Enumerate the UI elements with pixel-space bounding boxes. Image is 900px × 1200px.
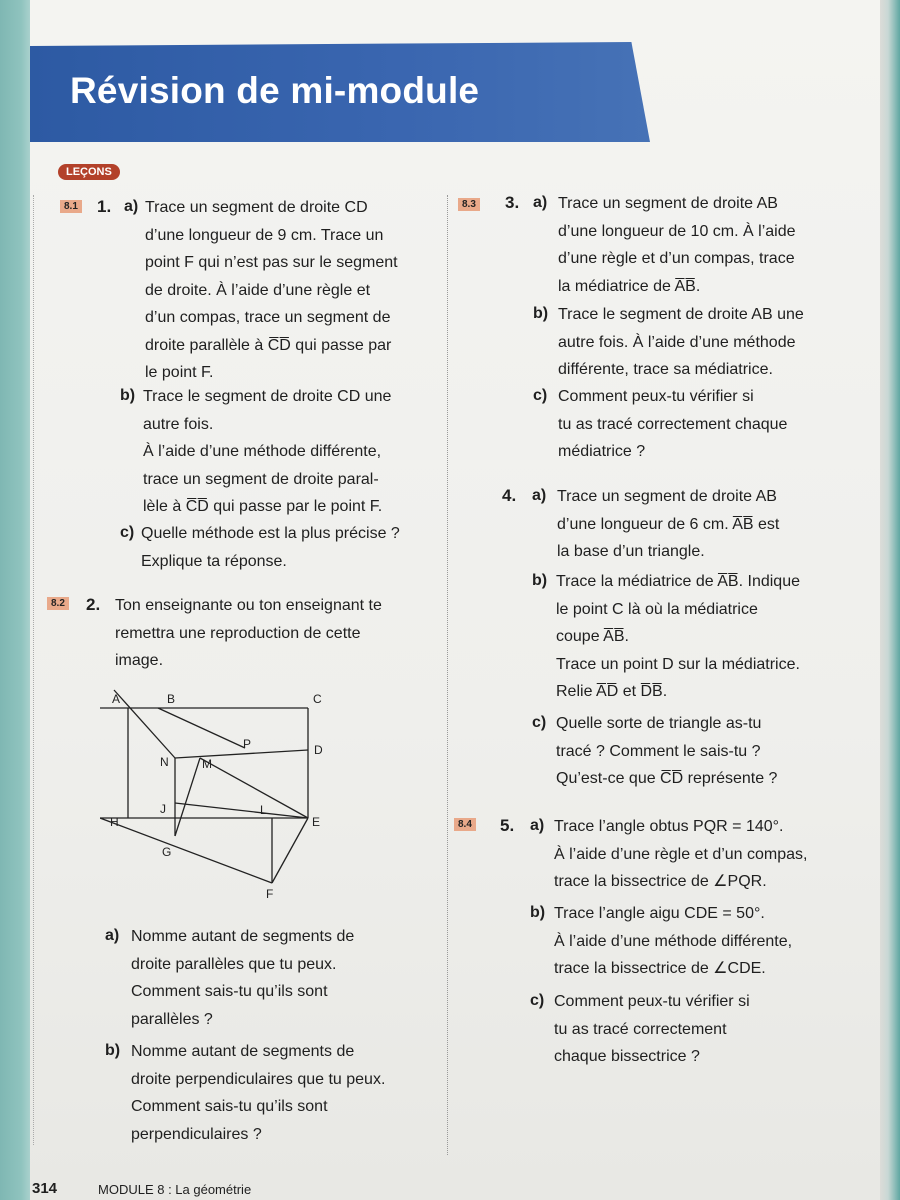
q5-part-b-label: b) [530,904,546,921]
page-number: 314 [32,1180,58,1197]
q3-part-a-label: a) [533,194,548,211]
q5-part-a-label: a) [530,817,545,834]
q2-part-a-label: a) [105,927,120,944]
figure-label-f: F [266,887,274,898]
lecons-badge: LEÇONS [58,164,120,180]
question-4-number: 4. [502,486,517,505]
q1-part-b-text: Trace le segment de droite CD une autre fois. À l’aide d’une méthode différente, trace un segment de droite paral- lèle à C̅D̅ qui passe par le point F. [143,388,392,515]
q5-part-b-text: Trace l’angle aigu CDE = 50°. À l’aide d’une méthode différente, trace la bissectrice de ∠CDE. [554,905,793,977]
figure-label-n: N [160,755,169,769]
figure-label-b: B [167,692,176,706]
figure-label-p: P [243,737,252,751]
q1-part-a-text: Trace un segment de droite CD d’une longueur de 9 cm. Trace un point F qui n’est pas sur le segment de droite. À l’aide d’une règle et d’un compas, trace un segment de droite parallèle à C̅D̅ qui passe par le point F. [145,199,398,381]
q3-part-b-label: b) [533,305,549,322]
q3-part-b-text: Trace le segment de droite AB une autre fois. À l’aide d’une méthode différente, trace sa médiatrice. [558,306,804,378]
q3-part-a-text: Trace un segment de droite AB d’une longueur de 10 cm. À l’aide d’une règle et d’un compas, trace la médiatrice de A̅B̅. [558,195,796,295]
q1-part-b-label: b) [120,387,136,404]
page-title: Révision de mi-module [70,70,480,111]
column-divider [447,195,448,1155]
left-color-strip [0,0,30,1200]
question-5-number: 5. [500,816,515,835]
q2-part-b-text: Nomme autant de segments de droite perpendiculaires que tu peux. Comment sais-tu qu’ils sont perpendiculaires ? [131,1043,386,1143]
lesson-tag-8-2: 8.2 [47,597,69,610]
q4-part-b-label: b) [532,572,548,589]
q2-text: Ton enseignante ou ton enseignant te remettra une reproduction de cette image. [115,597,382,669]
q2-part-b-label: b) [105,1042,121,1059]
geometry-figure [100,688,330,898]
figure-label-d: D [314,743,323,757]
q1-part-c-text: Quelle méthode est la plus précise ? Explique ta réponse. [141,525,400,570]
lesson-tag-8-4: 8.4 [454,818,476,831]
q2-part-a-text: Nomme autant de segments de droite parallèles que tu peux. Comment sais-tu qu’ils sont parallèles ? [131,928,355,1028]
figure-label-j: J [160,802,166,816]
figure-label-m: M [202,757,212,771]
right-page-edge [880,0,900,1200]
q4-part-c-label: c) [532,714,547,731]
q5-part-a-text: Trace l’angle obtus PQR = 140°. À l’aide d’une règle et d’un compas, trace la bissectrice de ∠PQR. [554,818,808,890]
q3-part-c-text: Comment peux-tu vérifier si tu as tracé correctement chaque médiatrice ? [558,388,788,460]
figure-label-a: A [112,692,121,706]
q5-part-c-text: Comment peux-tu vérifier si tu as tracé correctement chaque bissectrice ? [554,993,750,1065]
figure-label-l: L [260,803,267,817]
figure-label-e: E [312,815,321,829]
question-2-number: 2. [86,595,101,614]
figure-label-c: C [313,692,322,706]
lesson-tag-8-3: 8.3 [458,198,480,211]
figure-label-h: H [110,815,119,829]
q1-part-c-label: c) [120,524,135,541]
figure-label-g: G [162,845,172,859]
module-footer: MODULE 8 : La géométrie [98,1182,252,1197]
q5-part-c-label: c) [530,992,545,1009]
q4-part-c-text: Quelle sorte de triangle as-tu tracé ? Comment le sais-tu ? Qu’est-ce que C̅D̅ représente ? [556,715,778,787]
question-3-number: 3. [505,193,520,212]
q4-part-a-label: a) [532,487,547,504]
lesson-tag-8-1: 8.1 [60,200,82,213]
question-1-number: 1. [97,197,112,216]
q4-part-a-text: Trace un segment de droite AB d’une longueur de 6 cm. A̅B̅ est la base d’un triangle. [557,488,780,560]
q3-part-c-label: c) [533,387,548,404]
q4-part-b-text: Trace la médiatrice de A̅B̅. Indique le point C là où la médiatrice coupe A̅B̅. Trace un point D sur la médiatrice. Relie A̅D̅ et D̅B̅. [556,573,800,700]
left-margin-divider [33,195,34,1145]
q1-part-a-label: a) [124,198,139,215]
